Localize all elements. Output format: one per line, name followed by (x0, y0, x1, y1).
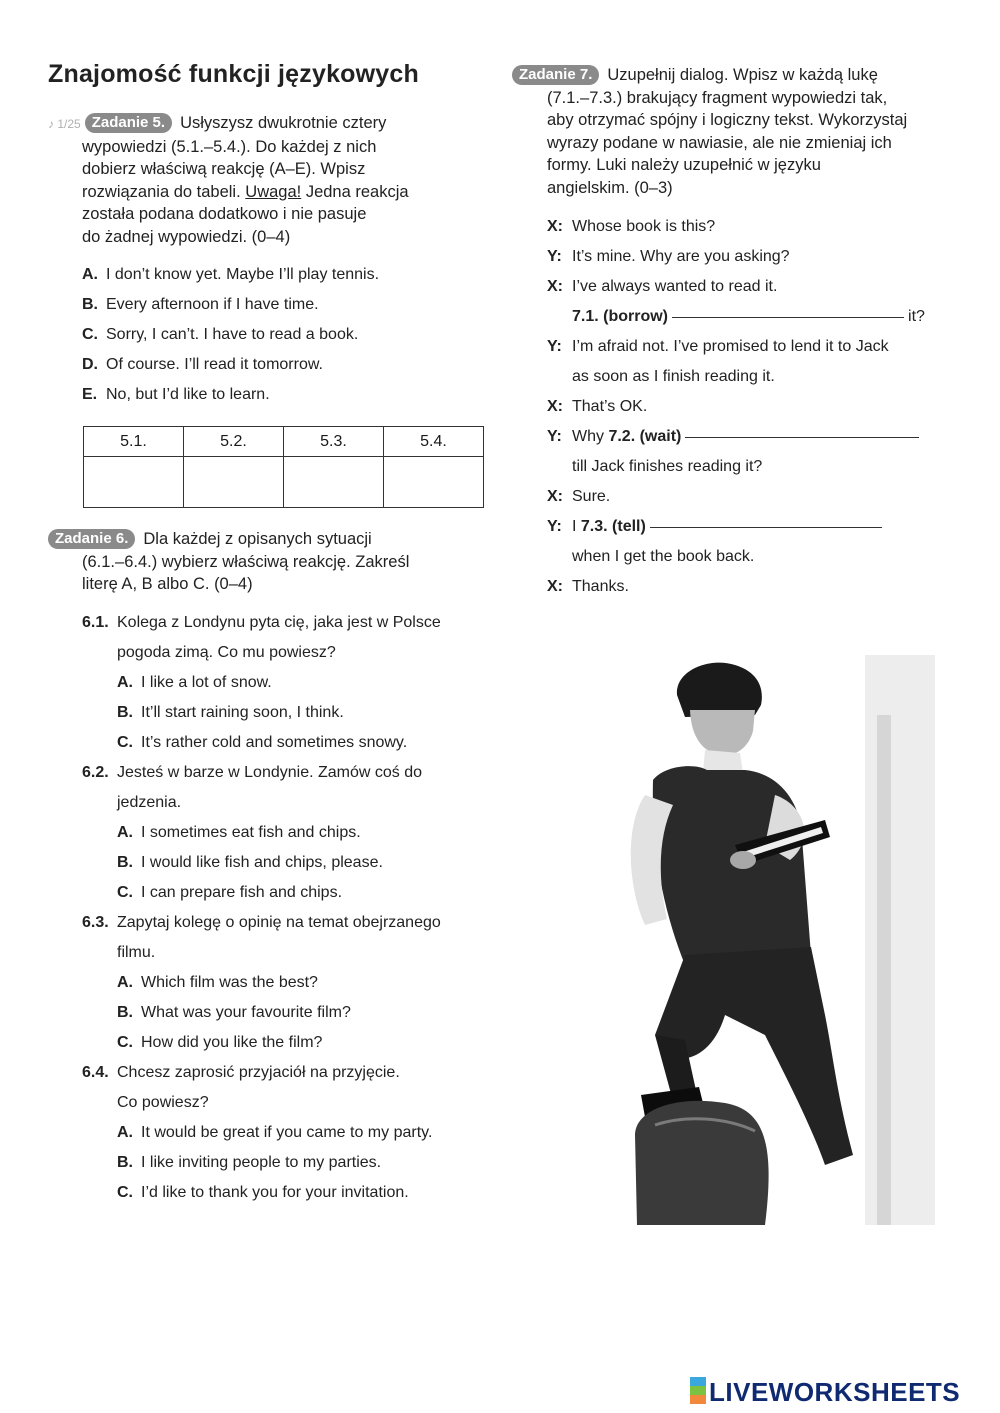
table-header-cell: 5.2. (184, 427, 284, 457)
gap-7-1[interactable] (672, 316, 904, 318)
boy-reading-photo (615, 655, 935, 1225)
table-header-cell: 5.4. (384, 427, 484, 457)
task6-instruction: Zadanie 6. Dla każdej z opisanych sytuacji (6.1.–6.4.) wybierz właściwą reakcję. Zakreśl literę A, B albo C. (0–4) (48, 528, 478, 596)
audio-track-mark: ♪ 1/25 (48, 117, 81, 131)
option-row: A. I don’t know yet. Maybe I’ll play tennis. (82, 266, 380, 283)
task7-instruction: Zadanie 7. Uzupełnij dialog. Wpisz w każdą lukę (7.1.–7.3.) brakujący fragment wypowiedzi tak, aby otrzymać spójny i logiczny tekst. Wykorzystaj wyrazy podane w nawiasie, ale nie zmieniaj ich formy. Luki należy uzupełnić w języku angielskim. (0–3) (512, 64, 972, 199)
dialog-line: Y: I’m afraid not. I’ve promised to lend it to Jack (547, 338, 889, 355)
dialog-line: X: That’s OK. (547, 398, 648, 415)
task5-badge: Zadanie 5. (85, 113, 172, 133)
answer-cell-5-2[interactable] (184, 457, 284, 508)
option-6-1-a[interactable]: A. I like a lot of snow. (117, 674, 272, 691)
dialog: X: Whose book is this? Y: It’s mine. Why are you asking? X: I’ve always wanted to read it. 7.1. (borrow) it? Y: I’m afraid not. I’ve promised to lend it to Jack as soon as I finish reading it. X: That’s OK. Y: Why 7.2. (wait) till Jack finishes reading it? X: Sure. Y: I 7.3. (tell) when I get the book back. X: Thanks. (547, 212, 925, 602)
option-6-3-a[interactable]: A. Which film was the best? (117, 974, 318, 991)
face (690, 710, 755, 755)
dialog-line: X: I’ve always wanted to read it. (547, 278, 778, 295)
option-row: D. Of course. I’ll read it tomorrow. (82, 356, 323, 373)
gap-7-3[interactable] (650, 526, 882, 528)
hand (730, 851, 756, 869)
question-6-2: 6.2. Jesteś w barze w Londynie. Zamów coś do jedzenia. A. I sometimes eat fish and chips. B. I would like fish and chips, please. C. I can prepare fish and chips. (82, 758, 441, 908)
task5-instruction: ♪ 1/25 Zadanie 5. Usłyszysz dwukrotnie cztery wypowiedzi (5.1.–5.4.). Do każdej z nich dobierz właściwą reakcję (A–E). Wpisz rozwiązania do tabeli. Uwaga! Jedna reakcja została podana dodatkowo i nie pasuje do żadnej wypowiedzi. (0–4) (48, 114, 409, 246)
dialog-line: X: Thanks. (547, 578, 629, 595)
liveworksheets-logo-icon (690, 1377, 706, 1405)
question-6-1: 6.1. Kolega z Londynu pyta cię, jaka jest w Polsce pogoda zimą. Co mu powiesz? A. I like a lot of snow. B. It’ll start raining soon, I think. C. It’s rather cold and sometimes snowy. (82, 608, 441, 758)
option-row: C. Sorry, I can’t. I have to read a book. (82, 326, 359, 343)
table-header-cell: 5.3. (284, 427, 384, 457)
option-6-3-c[interactable]: C. How did you like the film? (117, 1034, 323, 1051)
option-6-1-b[interactable]: B. It’ll start raining soon, I think. (117, 704, 344, 721)
question-6-4: 6.4. Chcesz zaprosić przyjaciół na przyjęcie. Co powiesz? A. It would be great if you came to my party. B. I like inviting people to my parties. C. I’d like to thank you for your invitation. (82, 1058, 441, 1208)
option-6-2-c[interactable]: C. I can prepare fish and chips. (117, 884, 343, 901)
collar (703, 750, 743, 773)
dialog-gap-line: 7.1. (borrow) it? (572, 308, 925, 325)
question-6-3: 6.3. Zapytaj kolegę o opinię na temat obejrzanego filmu. A. Which film was the best? B. What was your favourite film? C. How did you like the film? (82, 908, 441, 1058)
option-6-2-b[interactable]: B. I would like fish and chips, please. (117, 854, 383, 871)
gap-7-2[interactable] (685, 436, 919, 438)
hair (677, 663, 762, 717)
option-6-4-b[interactable]: B. I like inviting people to my parties. (117, 1154, 382, 1171)
option-6-2-a[interactable]: A. I sometimes eat fish and chips. (117, 824, 361, 841)
vest (653, 766, 811, 965)
dialog-gap-line: Y: I 7.3. (tell) (547, 512, 925, 542)
answer-cell-5-3[interactable] (284, 457, 384, 508)
dialog-line: Y: It’s mine. Why are you asking? (547, 248, 790, 265)
task6-badge: Zadanie 6. (48, 529, 135, 549)
answer-cell-5-4[interactable] (384, 457, 484, 508)
warning-label: Uwaga! (245, 182, 302, 201)
option-6-4-a[interactable]: A. It would be great if you came to my party. (117, 1124, 433, 1141)
table-header-cell: 5.1. (84, 427, 184, 457)
wall-shadow (865, 655, 935, 1225)
option-row: B. Every afternoon if I have time. (82, 296, 319, 313)
dialog-line: X: Sure. (547, 488, 611, 505)
dialog-line: X: Whose book is this? (547, 218, 716, 235)
option-6-1-c[interactable]: C. It’s rather cold and sometimes snowy. (117, 734, 408, 751)
task6-questions (82, 608, 441, 1208)
dialog-gap-line: Y: Why 7.2. (wait) (547, 422, 925, 452)
answer-cell-5-1[interactable] (84, 457, 184, 508)
wall-edge (877, 715, 891, 1225)
answer-table (83, 426, 484, 508)
page-title: Znajomość funkcji językowych (48, 60, 419, 88)
liveworksheets-watermark: LIVEWORKSHEETS (690, 1377, 960, 1408)
option-6-4-c[interactable]: C. I’d like to thank you for your invitation. (117, 1184, 409, 1201)
task7-badge: Zadanie 7. (512, 65, 599, 85)
task5-options (82, 260, 379, 410)
option-row: E. No, but I’d like to learn. (82, 386, 270, 403)
option-6-3-b[interactable]: B. What was your favourite film? (117, 1004, 351, 1021)
